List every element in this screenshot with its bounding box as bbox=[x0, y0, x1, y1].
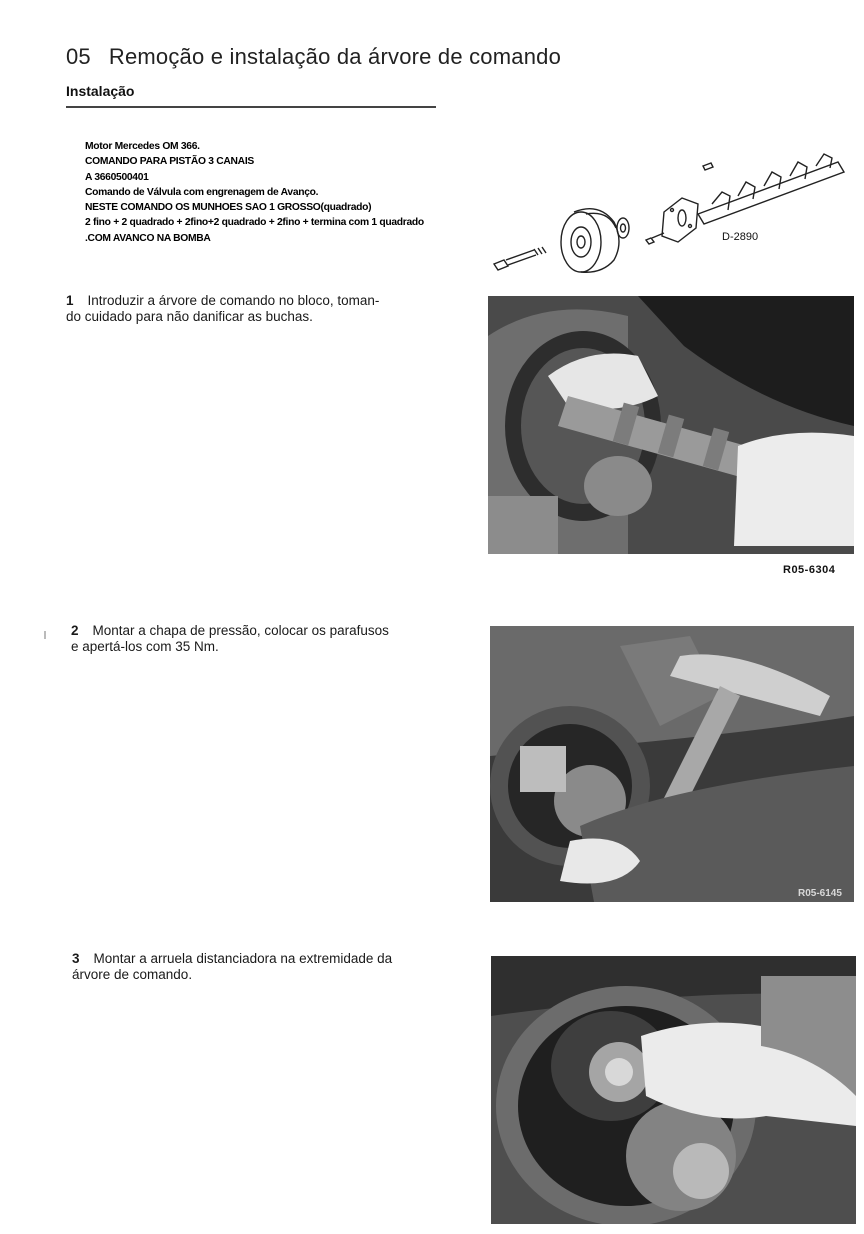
camshaft-exploded-diagram bbox=[486, 152, 856, 282]
step-number: 3 bbox=[72, 951, 80, 966]
diagram-label: D-2890 bbox=[722, 231, 759, 243]
step-line: e apertá-los com 35 Nm. bbox=[71, 639, 219, 654]
camshaft-insertion-photo bbox=[488, 296, 854, 554]
camshaft-diagram-drawing bbox=[486, 152, 856, 282]
header-rule bbox=[66, 106, 436, 108]
step-line: Montar a arruela distanciadora na extremidade da bbox=[93, 951, 393, 966]
step-3-photo bbox=[491, 956, 856, 1224]
note-line: Comando de Válvula com engrenagem de Avanço. bbox=[85, 186, 319, 198]
spacer-washer-photo bbox=[491, 956, 856, 1224]
section-number: 05 bbox=[66, 44, 91, 69]
note-line: NESTE COMANDO OS MUNHOES SAO 1 GROSSO(quadrado) bbox=[85, 202, 372, 214]
note-line: COMANDO PARA PISTÃO 3 CANAIS bbox=[85, 156, 254, 168]
note-line: Motor Mercedes OM 366. bbox=[85, 141, 200, 152]
note-line: .COM AVANCO NA BOMBA bbox=[85, 232, 211, 244]
page-title bbox=[66, 44, 561, 70]
step-number: 1 bbox=[66, 293, 74, 308]
step-line: Montar a chapa de pressão, colocar os parafusos bbox=[92, 623, 389, 638]
step-number: 2 bbox=[71, 623, 79, 638]
step-3-text bbox=[72, 951, 392, 983]
section-subtitle: Instalação bbox=[66, 83, 135, 99]
notes-block bbox=[85, 139, 424, 246]
pressure-plate-photo bbox=[490, 626, 854, 902]
step-1-caption: R05-6304 bbox=[783, 564, 836, 576]
photo-caption: R05-6145 bbox=[798, 888, 842, 899]
step-1-photo bbox=[488, 296, 854, 554]
step-1-text bbox=[66, 293, 379, 325]
step-line: árvore de comando. bbox=[72, 967, 193, 982]
step-line: Introduzir a árvore de comando no bloco, toman- bbox=[87, 293, 380, 308]
note-line: 2 fino + 2 quadrado + 2fino+2 quadrado + 2fino + termina com 1 quadrado bbox=[85, 217, 424, 229]
margin-mark bbox=[44, 631, 46, 639]
step-2-text bbox=[71, 623, 389, 655]
title-text: Remoção e instalação da árvore de comando bbox=[108, 44, 562, 69]
step-line: do cuidado para não danificar as buchas. bbox=[66, 309, 313, 324]
step-2-photo bbox=[490, 626, 854, 902]
note-line: A 3660500401 bbox=[85, 171, 149, 183]
